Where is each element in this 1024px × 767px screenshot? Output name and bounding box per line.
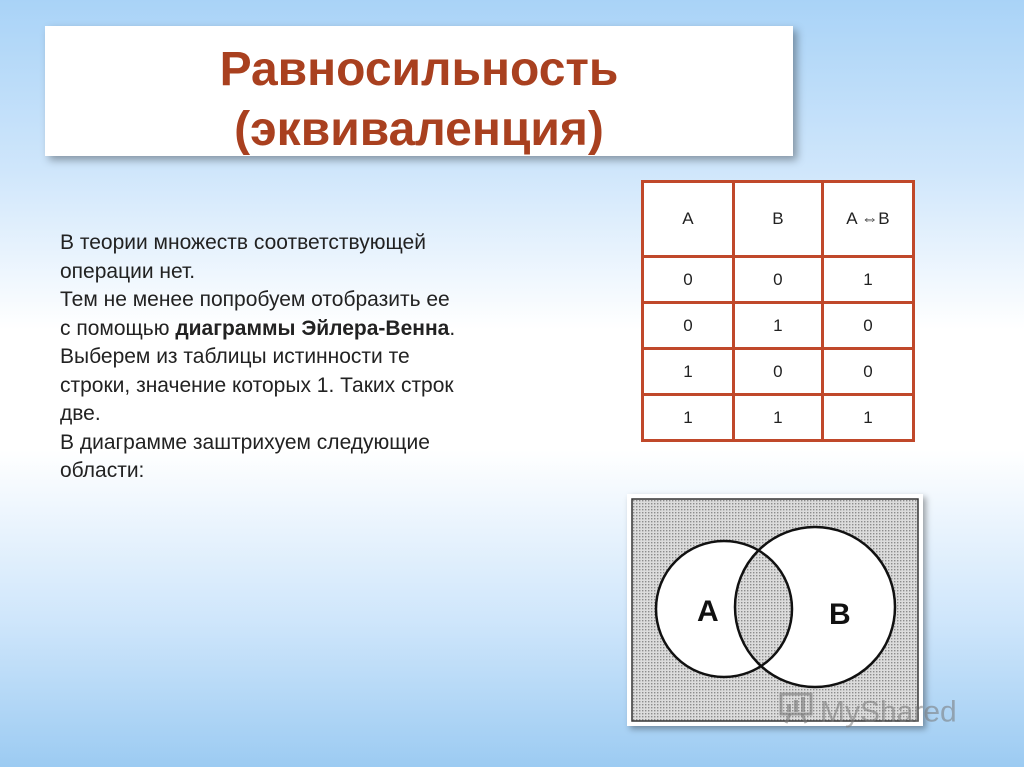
table-row [643,395,914,441]
truth-table [641,180,915,442]
table-cell: 1 [733,303,822,349]
column-header-a: A [643,182,734,257]
table-cell: 0 [643,303,734,349]
table-cell: 0 [733,257,822,303]
table-cell: 0 [733,349,822,395]
body-text-fragment: с помощью [60,316,176,340]
watermark [778,690,957,734]
body-line: области: [60,459,145,482]
table-cell: 0 [643,257,734,303]
table-cell: 1 [822,257,913,303]
table-row [643,303,914,349]
body-line: Тем не менее попробуем отобразить ее [60,288,450,311]
body-line: операции нет. [60,259,196,283]
table-cell: 1 [643,395,734,441]
table-row [643,257,914,303]
body-text-fragment: . [449,316,456,340]
table-cell: 0 [822,349,913,395]
column-header-b: B [733,182,822,257]
table-row [643,349,914,395]
body-line: две. [60,402,101,425]
watermark-text: MyShared [820,695,957,729]
table-header-row [643,182,914,257]
table-cell: 0 [822,303,913,349]
body-line: В диаграмме заштрихуем следующие [60,430,430,454]
table-cell: 1 [733,395,822,441]
slide-title-line-2: (эквиваленция) [234,103,604,156]
body-line: Выберем из таблицы истинности те [60,345,410,368]
venn-label-a: A [697,595,719,628]
table-cell: 1 [643,349,734,395]
column-header-equivalence: A ⇔B [822,182,913,257]
table-cell: 1 [822,395,913,441]
slide-title-line-1: Равносильность [219,43,619,96]
body-text [60,229,570,486]
slide-title-box [45,26,793,156]
bold-term: диаграммы Эйлера-Венна [175,316,450,340]
body-line-with-term [60,315,570,344]
body-line: В теории множеств соответствующей [60,231,426,254]
body-line: строки, значение которых 1. Таких строк [60,373,454,397]
presentation-icon [778,690,816,737]
venn-label-b: B [829,598,851,631]
